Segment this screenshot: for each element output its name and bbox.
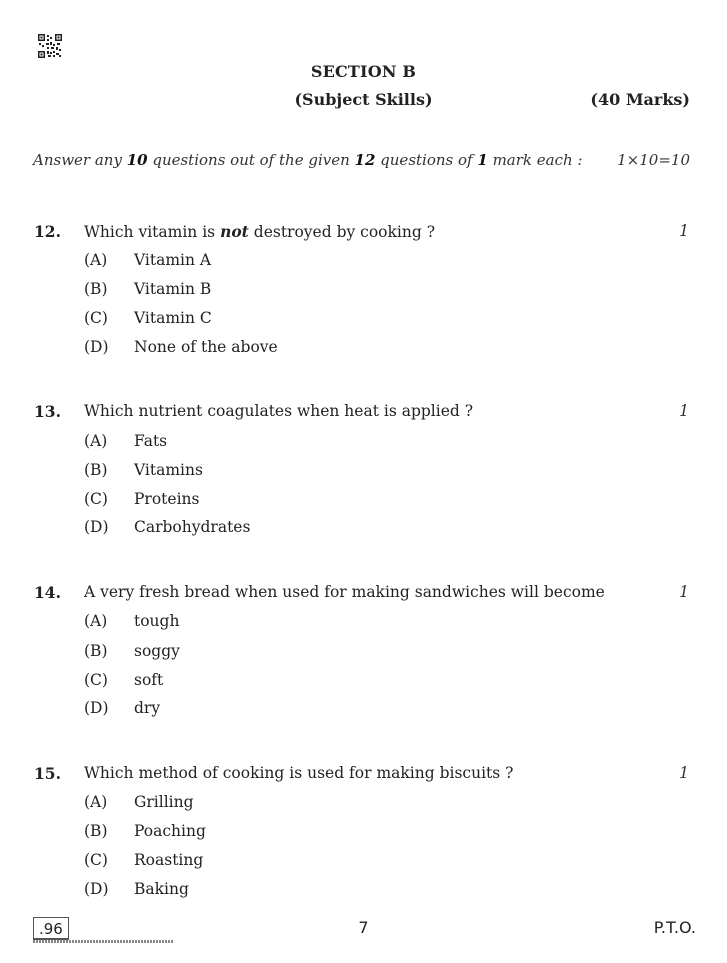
instruction-part: questions of [375, 151, 478, 169]
page-number: 7 [358, 918, 369, 937]
question-mark: 1 [679, 402, 689, 420]
pto-label: P.T.O. [653, 918, 696, 937]
question-text: Which nutrient coagulates when heat is applied ? [84, 402, 474, 420]
option-text: Vitamins [134, 461, 203, 479]
question-text-part: Which vitamin is [84, 223, 221, 241]
option-text: Grilling [134, 793, 194, 811]
barcode-strip [33, 940, 173, 943]
option-text: Vitamin A [134, 251, 212, 269]
paper-code-box: .96 [33, 917, 69, 940]
qr-code-icon [38, 34, 62, 58]
option-label: (B) [84, 280, 108, 298]
option-text: tough [134, 612, 180, 630]
option-text: Carbohydrates [134, 518, 251, 536]
option-text: Proteins [134, 490, 200, 508]
option-label: (B) [84, 822, 108, 840]
option-d [84, 518, 250, 540]
option-label: (A) [84, 793, 108, 811]
option-label: (C) [84, 851, 108, 869]
option-c [84, 671, 163, 693]
option-label: (A) [84, 432, 108, 450]
option-a [84, 432, 167, 454]
option-c [84, 490, 199, 512]
instruction-part: Answer any [33, 151, 127, 169]
instruction-part: mark each : [487, 151, 583, 169]
question-text: Which method of cooking is used for making biscuits ? [84, 764, 514, 782]
option-label: (C) [84, 309, 108, 327]
option-d [84, 699, 160, 721]
section-subtitle: (Subject Skills) [294, 90, 433, 109]
option-label: (B) [84, 642, 108, 660]
option-text: Vitamin B [134, 280, 212, 298]
option-b [84, 461, 203, 483]
instruction-part: questions out of the given [147, 151, 355, 169]
option-a [84, 793, 194, 815]
question-mark: 1 [679, 764, 689, 782]
question-number: 15. [34, 764, 61, 783]
option-text: soft [134, 671, 164, 689]
option-text: Baking [134, 880, 189, 898]
question-text: A very fresh bread when used for making sandwiches will become [84, 583, 605, 601]
instruction-marks: 1×10=10 [617, 151, 690, 169]
question-mark: 1 [679, 222, 689, 240]
section-marks: (40 Marks) [590, 90, 690, 109]
option-text: Fats [134, 432, 168, 450]
question-number: 14. [34, 583, 61, 602]
option-d [84, 338, 278, 360]
option-text: None of the above [134, 338, 278, 356]
instruction-text [33, 151, 582, 169]
option-label: (A) [84, 612, 108, 630]
option-label: (D) [84, 338, 109, 356]
option-text: Roasting [134, 851, 204, 869]
option-label: (D) [84, 518, 109, 536]
question-text [84, 222, 435, 241]
section-title: SECTION B [310, 62, 417, 81]
option-label: (A) [84, 251, 108, 269]
option-b [84, 822, 206, 844]
option-label: (C) [84, 490, 108, 508]
option-b [84, 280, 211, 302]
question-number: 13. [34, 402, 61, 421]
option-d [84, 880, 189, 902]
instruction-count: 10 [126, 151, 148, 169]
option-text: Vitamin C [134, 309, 212, 327]
option-c [84, 851, 203, 873]
question-text-part: destroyed by cooking ? [248, 223, 436, 241]
instruction-count: 1 [477, 151, 488, 169]
option-label: (B) [84, 461, 108, 479]
question-mark: 1 [679, 583, 689, 601]
instruction-count: 12 [354, 151, 376, 169]
option-label: (C) [84, 671, 108, 689]
question-number: 12. [34, 222, 61, 241]
option-text: dry [134, 699, 161, 717]
question-text-emphasis: not [220, 222, 249, 241]
option-text: soggy [134, 642, 180, 660]
option-label: (D) [84, 699, 109, 717]
option-text: Poaching [134, 822, 206, 840]
option-a [84, 251, 211, 273]
option-label: (D) [84, 880, 109, 898]
option-b [84, 642, 180, 664]
option-a [84, 612, 179, 634]
option-c [84, 309, 212, 331]
